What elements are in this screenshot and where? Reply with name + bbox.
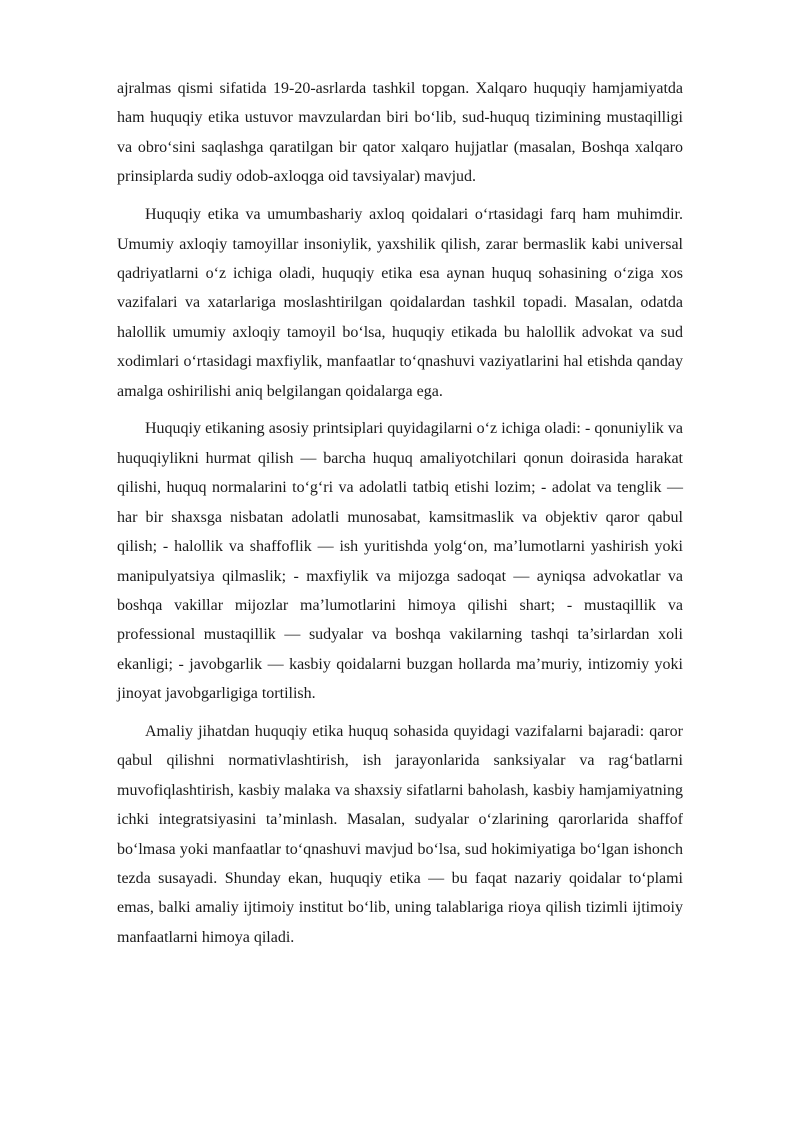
paragraph-core-principles: Huquqiy etikaning asosiy printsiplari quyidagilarni o‘z ichiga oladi: - qonuniylik va huquqiylikni hurmat qilish — barcha huquq amaliyotchilari qonun doirasida harakat qilishi, huquq normalarini to‘g‘ri va adolatli tatbiq etishi lozim; - adolat va tenglik — har bir shaxsga nisbatan adolatli munosabat, kamsitmaslik va objektiv qaror qabul qilish; - halollik va shaffoflik — ish yuritishda yolg‘on, ma’lumotlarni yashirish yoki manipulyatsiya qilmaslik; - maxfiylik va mijozga sadoqat — ayniqsa advokatlar va boshqa vakillar mijozlar ma’lumotlarini himoya qilishi shart; - mustaqillik va professional mustaqillik — sudyalar va boshqa vakilarning tashqi ta’sirlardan xoli ekanligi; - javobgarlik — kasbiy qoidalarni buzgan hollarda ma’muriy, intizomiy yoki jinoyat javobgarligiga tortilish. bbox=[117, 420, 683, 703]
paragraph-practical-functions: Amaliy jihatdan huquqiy etika huquq sohasida quyidagi vazifalarni bajaradi: qaror qabul qilishni normativlashtirish, ish jarayonlarida sanksiyalar va rag‘batlarni muvofiqlashtirish, kasbiy malaka va shaxsiy sifatlarni baholash, kasbiy hamjamiyatning ichki integratsiyasini ta’minlash. Masalan, sudyalar o‘zlarining qarorlarida shaffof bo‘lmasa yoki manfaatlar to‘qnashuvi mavjud bo‘lsa, sud hokimiyatiga bo‘lgan ishonch tezda susayadi. Shunday ekan, huquqiy etika — bu faqat nazariy qoidalar to‘plami emas, balki amaliy ijtimoiy institut bo‘lib, uning talablariga rioya qilish tizimli ijtimoiy manfaatlarni himoya qiladi. bbox=[117, 723, 683, 946]
document-page bbox=[117, 74, 683, 961]
paragraph-ethics-vs-morality: Huquqiy etika va umumbashariy axloq qoidalari o‘rtasidagi farq ham muhimdir. Umumiy axloqiy tamoyillar insoniylik, yaxshilik qilish, zarar bermaslik kabi universal qadriyatlarni o‘z ichiga oladi, huquqiy etika esa aynan huquq sohasining o‘ziga xos vazifalari va xatarlariga moslashtirilgan qoidalardan tashkil topadi. Masalan, odatda halollik umumiy axloqiy tamoyil bo‘lsa, huquqiy etikada bu halollik advokat va sud xodimlari o‘rtasidagi maxfiylik, manfaatlar to‘qnashuvi vaziyatlarini hal etishda qanday amalga oshirilishi aniq belgilangan qoidalarga ega. bbox=[117, 206, 683, 400]
paragraph-continuation: ajralmas qismi sifatida 19-20-asrlarda tashkil topgan. Xalqaro huquqiy hamjamiyatda ham huquqiy etika ustuvor mavzulardan biri bo‘lib, sud-huquq tizimining mustaqilligi va obro‘sini saqlashga qaratilgan bir qator xalqaro hujjatlar (masalan, Boshqa xalqaro prinsiplarda sudiy odob-axloqga oid tavsiyalar) mavjud. bbox=[117, 80, 683, 186]
